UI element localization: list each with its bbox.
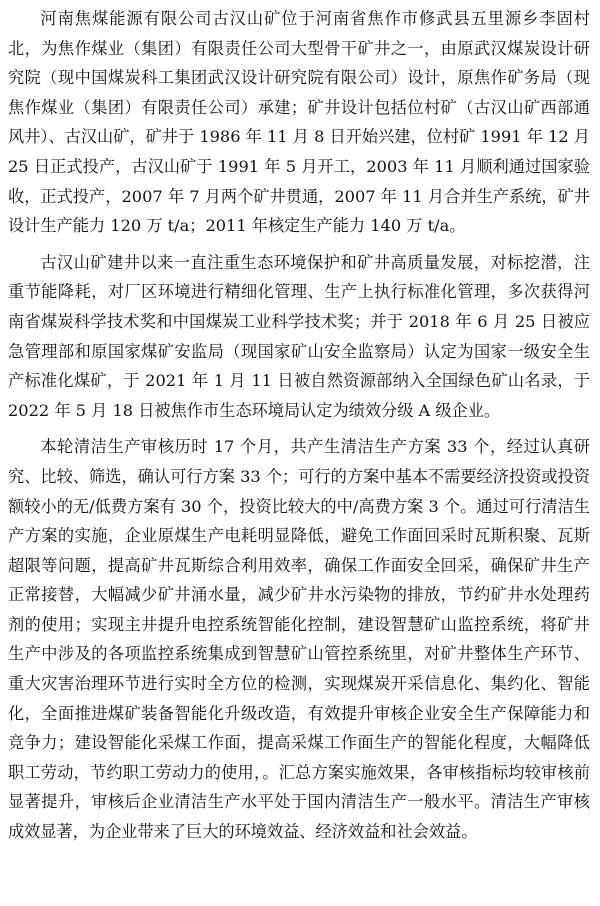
paragraph-cleaner-production-audit: 本轮清洁生产审核历时 17 个月，共产生清洁生产方案 33 个，经过认真研究、比较、筛选，确认可行方案 33 个；可行的方案中基本不需要经济投资或投资额较小的无/低费方案有 30 个，投资比较大的中/高费方案 3 个。通过可行清洁生产方案的实施，企业原煤生产电耗明显降低，避免工作面回采时瓦斯积聚、瓦斯超限等问题，提高矿井瓦斯综合利用效率，确保工作面安全回采，确保矿井生产正常接替，大幅减少矿井涌水量，减少矿井水污染物的排放，节约矿井水处理药剂的使用；实现主井提升电控系统智能化控制，建设智慧矿山监控系统，将矿井生产中涉及的各项监控系统集成到智慧矿山管控系统里，对矿井整体生产环节、重大灾害治理环节进行实时全方位的检测，实现煤炭开采信息化、集约化、智能化，全面推进煤矿装备智能化升级改造，有效提升审核企业安全生产保障能力和竞争力；建设智能化采煤工作面，提高采煤工作面生产的智能化程度，大幅降低职工劳动，节约职工劳动力的使用，。汇总方案实施效果，各审核指标均较审核前显著提升，审核后企业清洁生产水平处于国内清洁生产一般水平。清洁生产审核成效显著，为企业带来了巨大的环境效益、经济效益和社会效益。 <box>8 437 590 842</box>
paragraph-mine-overview: 河南焦煤能源有限公司古汉山矿位于河南省焦作市修武县五里源乡李固村北，为焦作煤业（集团）有限责任公司大型骨干矿井之一，由原武汉煤炭设计研究院（现中国煤炭科工集团武汉设计研究院有限公司）设计，原焦作矿务局（现焦作煤业（集团）有限责任公司）承建；矿井设计包括位村矿（古汉山矿西部通风井）、古汉山矿，矿井于 1986 年 11 月 8 日开始兴建，位村矿 1991 年 12 月 25 日正式投产，古汉山矿于 1991 年 5 月开工，2003 年 11 月顺利通过国家验收，正式投产，2007 年 7 月两个矿井贯通，2007 年 11 月合并生产系统，矿井设计生产能力 120 万 t/a；2011 年核定生产能力 140 万 t/a。 <box>8 9 590 236</box>
paragraph-environmental-honors: 古汉山矿建井以来一直注重生态环境保护和矿井高质量发展，对标挖潜，注重节能降耗，对厂区环境进行精细化管理、生产上执行标准化管理，多次获得河南省煤炭科学技术奖和中国煤炭工业科学技术奖；并于 2018 年 6 月 25 日被应急管理部和原国家煤矿安监局（现国家矿山安全监察局）认定为国家一级安全生产标准化煤矿，于 2021 年 1 月 11 日被自然资源部纳入全国绿色矿山名录，于 2022 年 5 月 18 日被焦作市生态环境局认定为绩效分级 A 级企业。 <box>8 252 590 420</box>
